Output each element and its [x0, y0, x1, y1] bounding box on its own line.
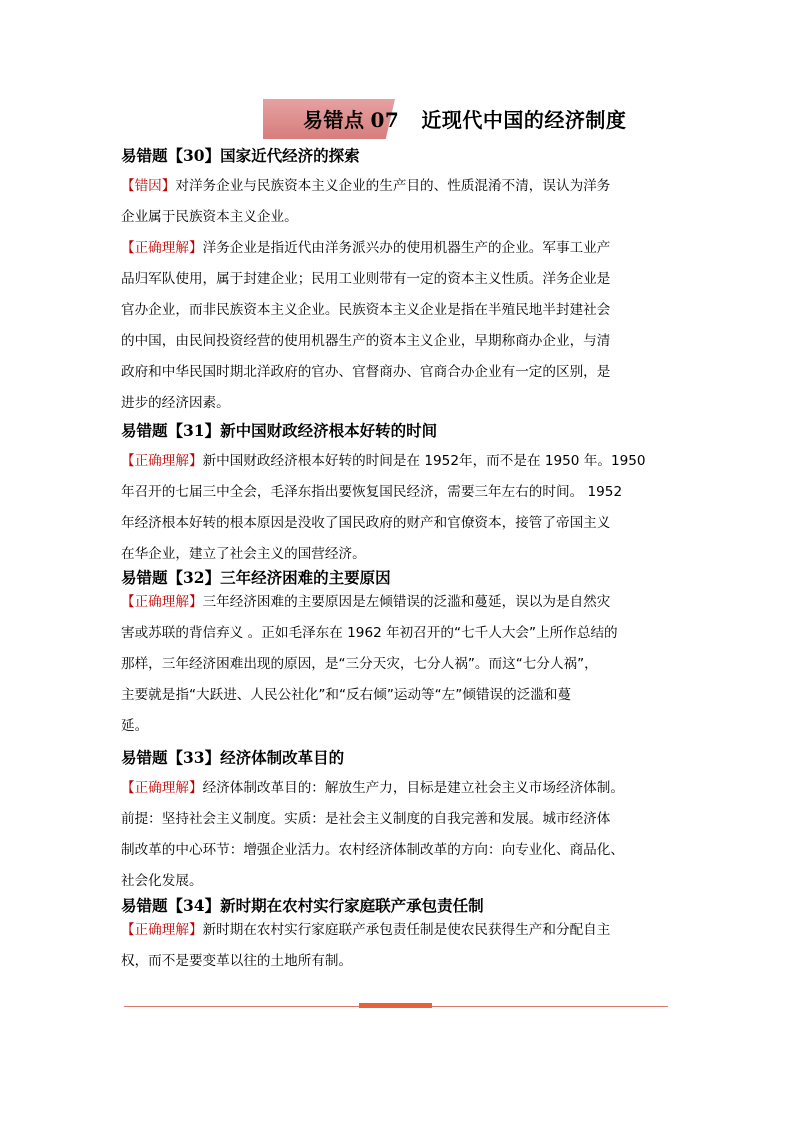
- para-line: 【正确理解】洋务企业是指近代由洋务派兴办的使用机器生产的企业。军事工业产: [121, 240, 611, 256]
- para-line: 的中国，由民间投资经营的使用机器生产的资本主义企业，早期称商办企业，与清: [121, 333, 611, 349]
- section-31-paragraph-understanding: [121, 446, 691, 570]
- para-line: 制改革的中心环节：增强企业活力。农村经济体制改革的方向：向专业化、商品化、: [121, 842, 624, 858]
- section-heading-32: 易错题【32】三年经济困难的主要原因: [121, 568, 391, 587]
- section-34-paragraph-understanding: [121, 915, 691, 977]
- para-line: 企业属于民族资本主义企业。: [121, 209, 298, 225]
- para-line: 在华企业，建立了社会主义的国营经济。: [121, 546, 366, 562]
- section-heading-30: 易错题【30】国家近代经济的探索: [121, 146, 360, 165]
- title-number: 07: [370, 108, 400, 132]
- para-line: 年经济根本好转的根本原因是没收了国民政府的财产和官僚资本，接管了帝国主义: [121, 515, 611, 531]
- para-line: 延。: [121, 718, 149, 734]
- document-content: [121, 144, 691, 977]
- correct-understanding-tag: 【正确理解】: [121, 780, 203, 796]
- correct-understanding-tag: 【正确理解】: [121, 594, 203, 610]
- correct-understanding-tag: 【正确理解】: [121, 453, 203, 469]
- section-32-paragraph-understanding: [121, 587, 691, 742]
- correct-understanding-tag: 【正确理解】: [121, 240, 203, 256]
- para-line: 【正确理解】新中国财政经济根本好转的时间是在 1952年，而不是在 1950 年。1950: [121, 453, 646, 469]
- section-30-paragraph-understanding: [121, 233, 691, 419]
- title-block: [263, 99, 663, 139]
- section-heading-31: 易错题【31】新中国财政经济根本好转的时间: [121, 421, 438, 440]
- para-line: 社会化发展。: [121, 873, 203, 889]
- para-line: 年召开的七届三中全会，毛泽东指出要恢复国民经济，需要三年左右的时间。 1952: [121, 484, 623, 500]
- section-heading-34: 易错题【34】新时期在农村实行家庭联产承包责任制: [121, 896, 484, 915]
- para-line: 【正确理解】新时期在农村实行家庭联产承包责任制是使农民获得生产和分配自主: [121, 922, 611, 938]
- section-heading-33: 易错题【33】经济体制改革目的: [121, 748, 345, 767]
- section-33-paragraph-understanding: [121, 773, 691, 897]
- para-line: 权，而不是要变革以往的土地所有制。: [121, 953, 353, 969]
- para-line: 品归军队使用，属于封建企业；民用工业则带有一定的资本主义性质。洋务企业是: [121, 271, 611, 287]
- page-title: [303, 104, 626, 133]
- para-line: 害或苏联的背信弃义 。正如毛泽东在 1962 年初召开的“七千人大会”上所作总结的: [121, 625, 618, 641]
- para-line: 【错因】对洋务企业与民族资本主义企业的生产目的、性质混淆不清，误认为洋务: [121, 178, 611, 194]
- para-line: 进步的经济因素。: [121, 395, 230, 411]
- para-line: 那样，三年经济困难出现的原因，是“三分天灾，七分人祸”。而这“七分人祸”，: [121, 656, 598, 672]
- title-text: 近现代中国的经济制度: [421, 108, 627, 132]
- para-line: 【正确理解】三年经济困难的主要原因是左倾错误的泛滥和蔓延，误以为是自然灾: [121, 594, 611, 610]
- para-line: 主要就是指“大跃进、人民公社化”和“反右倾”运动等“左”倾错误的泛滥和蔓: [121, 687, 572, 703]
- para-line: 政府和中华民国时期北洋政府的官办、官督商办、官商合办企业有一定的区别，是: [121, 364, 611, 380]
- correct-understanding-tag: 【正确理解】: [121, 922, 203, 938]
- footer-accent-bar: [359, 1003, 432, 1008]
- section-30-paragraph-cause: [121, 171, 691, 233]
- para-line: 前提：坚持社会主义制度。实质：是社会主义制度的自我完善和发展。城市经济体: [121, 811, 611, 827]
- para-line: 【正确理解】经济体制改革目的：解放生产力，目标是建立社会主义市场经济体制。: [121, 780, 624, 796]
- error-cause-tag: 【错因】: [121, 178, 176, 194]
- para-line: 官办企业，而非民族资本主义企业。民族资本主义企业是指在半殖民地半封建社会: [121, 302, 611, 318]
- title-prefix: 易错点: [303, 108, 365, 132]
